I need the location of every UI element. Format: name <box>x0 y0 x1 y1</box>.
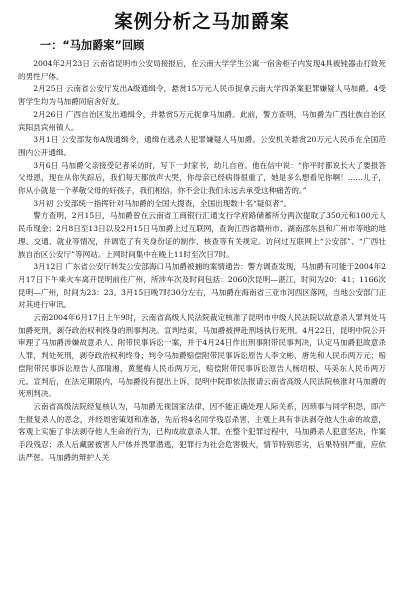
paragraph: 警方查明，2月15日，马加爵曾在云南省工商银行汇通支行学府路储蓄所分两次提取了350元和100元人民币现金；2月8日至13日以及2月15日马加爵上过互联网，查询江西省赣州市、湖南邵东县和广州市等地的地理、交通、就业等情况，并调览了有关身份证的制作、核查等有关规定。访问过互联网上“公安部”、“广西壮族自治区公安厅”等网站。上网时间集中在晚上11时至次日7时。 <box>18 211 386 259</box>
paragraph: 2月25日 云南省公安厅发出A级通缉令，悬赏15万元人民币捉拿云南大学四条案犯罪嫌疑人马加爵。4受害学生均为马加爵同宿舍好友。 <box>18 84 386 107</box>
paragraph: 3月初 公安部统一指挥针对马加爵的全国大搜查，全国出现数十名“疑似者”。 <box>33 198 292 208</box>
paragraph: 云南省高级法院经复核认为，马加爵无视国家法律，因不能正确处理人际关系，因琐事与同学积怨，即产生报复杀人的恶念，并经周密策划和准备，先后将4名同学残忍杀害，主观上具有非法剥夺他人生命的故意，客观上实施了非法剥夺他人生命的行为，已构成故意杀人罪。在整个犯罪过程中，马加爵杀人犯意坚决，作案手段残忍；杀人后藏匿被害人尸体并畏罪潜逃，犯罪行为社会危害极大，情节特别恶劣，后果特别严重，应依法严惩。马加爵的辩护人关 <box>18 401 386 462</box>
paragraph: 云南2004年6月17日上午9时，云南省高级人民法院裁定核准了昆明市中级人民法院以故意杀人罪判处马加爵死刑，剥夺政治权利终身的刑事判决。宣判结束，马加爵被押赴刑场执行死刑。4月22日，昆明中院公开审理了马加爵涉嫌故意杀人、附带民事诉讼一案，并于4月24日作出刑事附带民事判决，认定马加爵犯故意杀人罪，判处死刑，剥夺政治权利终身；判令马加爵赔偿附带民事诉讼原告人李文彬、唐先和人民币两万元；赔偿附带民事诉讼原告人邵瑞湘、黄燮梅人民币两万元，赔偿附带民事诉讼原告人杨绍根、马美东人民币两万元。宣判后，在法定期限内，马加爵没有提出上诉，昆明中院即依法报请云南省高级人民法院核准对马加爵的死刑判决。 <box>18 313 386 399</box>
paragraph: 2月26日 广西自治区发出通缉令，并悬赏5万元捉拿马加爵。此前，警方查明，马加爵为广西壮族自治区宾阳县宾州镇人。 <box>18 109 386 132</box>
document-title: 案例分析之马加爵案 <box>114 12 290 33</box>
document-body <box>18 58 386 465</box>
paragraph: 3月1日 公安部发布A级通缉令，通缉在逃杀人犯罪嫌疑人马加爵。公安机关悬赏20万元人民币在全国范围内公开通缉。 <box>18 135 386 157</box>
paragraph: 3月6日 马加爵父亲接受记者采访时，写下一封家书，幼儿自首。他在信中说：“你平时都说长大了要报答父母恩，现在从你失踪后，我们每天都放声大哭，你母亲已经病得很重了，她是多么想看见你啊！……儿子，你从小就是一个孝敬父母的好孩子，我们相信，你不会让我们永远去承受这种痛苦的。” <box>18 160 386 196</box>
paragraph: 3月12日 广东省公安厅转发公安部海口马加爵被捕的案情通告：警方调查发现，马加爵有可能于2004年2月17日下午乘火车离开昆明前往广州，所涉车次及时间包括：2060次昆明—湛江，时间为20：41；1166次昆明—广州，时间为23：23。3月15日晚7时30分左右，马加爵在海南省三亚市河西区落网，当地公安部门正对其进行审讯。 <box>18 262 386 310</box>
paragraph: 2004年2月23日 云南省昆明市公安局接报后，在云南大学学生公寓一宿舍柜子内发现4具被钝器击打致死的男性尸体。 <box>18 59 386 81</box>
section-heading: 一：“马加爵案”回顾 <box>40 39 145 52</box>
